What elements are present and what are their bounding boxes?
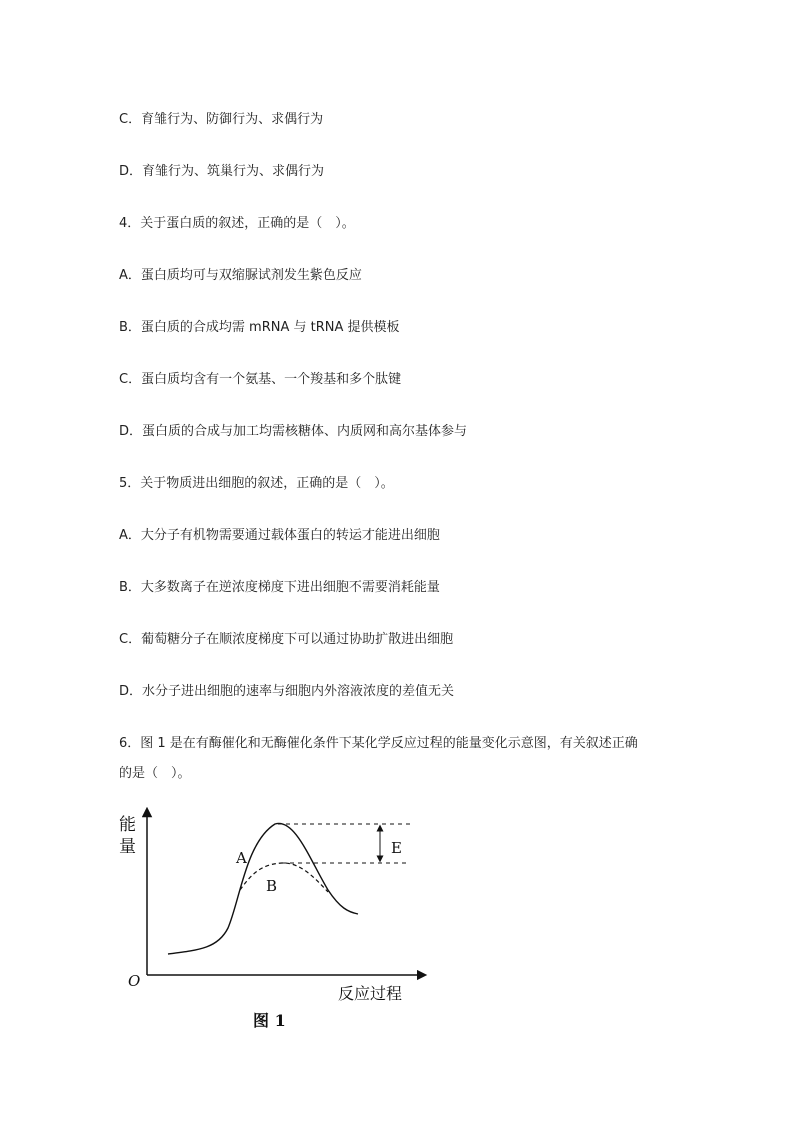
curve-a-line: [168, 823, 358, 954]
option-d-q4: D．蛋白质的合成与加工均需核糖体、内质网和高尔基体参与: [119, 424, 468, 439]
question-5: 5．关于物质进出细胞的叙述，正确的是（ ）。: [119, 476, 394, 491]
option-a-q5: A．大分子有机物需要通过载体蛋白的转运才能进出细胞: [119, 528, 440, 543]
option-c-q5: C．葡萄糖分子在顺浓度梯度下可以通过协助扩散进出细胞: [119, 632, 454, 647]
question-6-line-2: 的是（ ）。: [119, 766, 191, 781]
option-c-q4: C．蛋白质均含有一个氨基、一个羧基和多个肽键: [119, 372, 402, 387]
option-b-q4: B．蛋白质的合成均需 mRNA 与 tRNA 提供模板: [119, 320, 400, 335]
y-label-1: 能: [119, 815, 136, 835]
energy-diagram: [110, 800, 440, 1040]
option-d-q5: D．水分子进出细胞的速率与细胞内外溶液浓度的差值无关: [119, 684, 455, 699]
figure-caption: 图 1: [253, 1011, 286, 1030]
question-6-line-1: 6．图 1 是在有酶催化和无酶催化条件下某化学反应过程的能量变化示意图，有关叙述正确: [119, 736, 638, 751]
question-4: 4．关于蛋白质的叙述，正确的是（ ）。: [119, 216, 355, 231]
origin-label: O: [128, 972, 141, 990]
option-a-q4: A．蛋白质均可与双缩脲试剂发生紫色反应: [119, 268, 362, 283]
option-d-q3: D．育雏行为、筑巢行为、求偶行为: [119, 164, 325, 179]
x-axis-label: 反应过程: [338, 984, 403, 1003]
curve-b-label: B: [266, 877, 278, 895]
option-c-q3: C．育雏行为、防御行为、求偶行为: [119, 112, 324, 127]
y-label-2: 量: [119, 837, 136, 857]
e-label: E: [391, 839, 402, 857]
curve-a-label: A: [236, 849, 247, 867]
option-b-q5: B．大多数离子在逆浓度梯度下进出细胞不需要消耗能量: [119, 580, 440, 595]
